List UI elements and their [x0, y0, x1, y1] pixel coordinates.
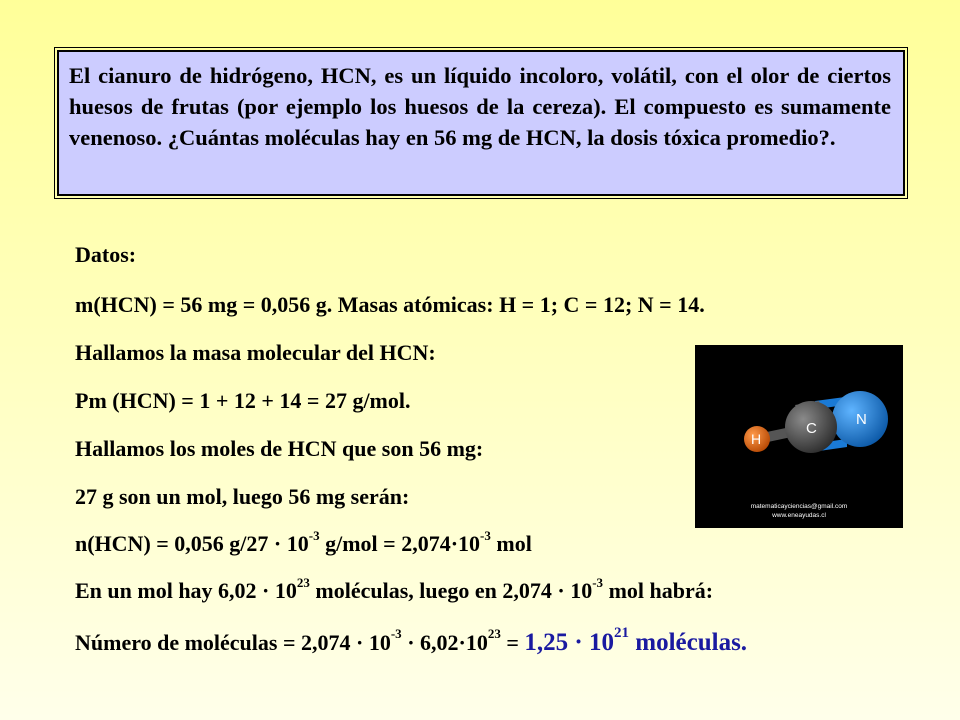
final-answer: [524, 625, 748, 656]
hcn-molecule-diagram: [695, 345, 903, 528]
avogadro-part1: En un mol hay 6,02 · 10: [75, 578, 297, 603]
moles-calc-part1: n(HCN) = 0,056 g/27 · 10: [75, 531, 309, 556]
avogadro-exponent1: 23: [296, 575, 310, 590]
result-part2: · 6,02·10: [401, 630, 488, 655]
moles-calculation: [75, 528, 532, 557]
molecular-mass-calculation: Pm (HCN) = 1 + 12 + 14 = 27 g/mol.: [75, 388, 411, 413]
nitrogen-label: N: [856, 411, 867, 428]
avogadro-part3: mol habrá:: [603, 578, 714, 603]
answer-unit: moléculas.: [629, 629, 748, 656]
hcn-molecule-image: [695, 345, 903, 528]
result-line: [75, 625, 748, 657]
molecular-mass-intro: Hallamos la masa molecular del HCN:: [75, 340, 436, 365]
moles-calc-exponent1: -3: [308, 528, 320, 543]
moles-calc-part2: g/mol = 2,074·10: [319, 531, 481, 556]
moles-calc-exponent2: -3: [480, 528, 491, 543]
result-exponent1: -3: [390, 626, 402, 641]
avogadro-line: [75, 575, 714, 604]
carbon-label: C: [806, 420, 817, 437]
moles-reasoning: 27 g son un mol, luego 56 mg serán:: [75, 484, 410, 509]
answer-base: 1,25 · 10: [524, 629, 615, 656]
datos-label: Datos:: [75, 242, 137, 267]
mass-data-line: m(HCN) = 56 mg = 0,056 g. Masas atómicas: H = 1; C = 12; N = 14.: [75, 292, 705, 317]
result-exponent2: 23: [487, 626, 501, 641]
avogadro-exponent2: -3: [592, 575, 604, 590]
credit-site: www.eneayudas.cl: [772, 512, 826, 519]
result-part3: =: [500, 630, 525, 655]
avogadro-part2: moléculas, luego en 2,074 · 10: [309, 578, 593, 603]
credit-email: matematicayciencias@gmail.com: [750, 503, 848, 510]
hydrogen-label: H: [751, 431, 762, 447]
answer-exponent: 21: [614, 625, 630, 641]
problem-statement-box: [57, 50, 905, 196]
moles-intro: Hallamos los moles de HCN que son 56 mg:: [75, 436, 484, 461]
problem-statement-text: El cianuro de hidrógeno, HCN, es un líquido incoloro, volátil, con el olor de ciertos huesos de frutas (por ejemplo los huesos de la cereza). El compuesto es sumamente venenoso. ¿Cuántas moléculas hay en 56 mg de HCN, la dosis tóxica promedio?.: [69, 63, 891, 150]
moles-calc-part3: mol: [490, 531, 532, 556]
result-part1: Número de moléculas = 2,074 · 10: [75, 630, 391, 655]
